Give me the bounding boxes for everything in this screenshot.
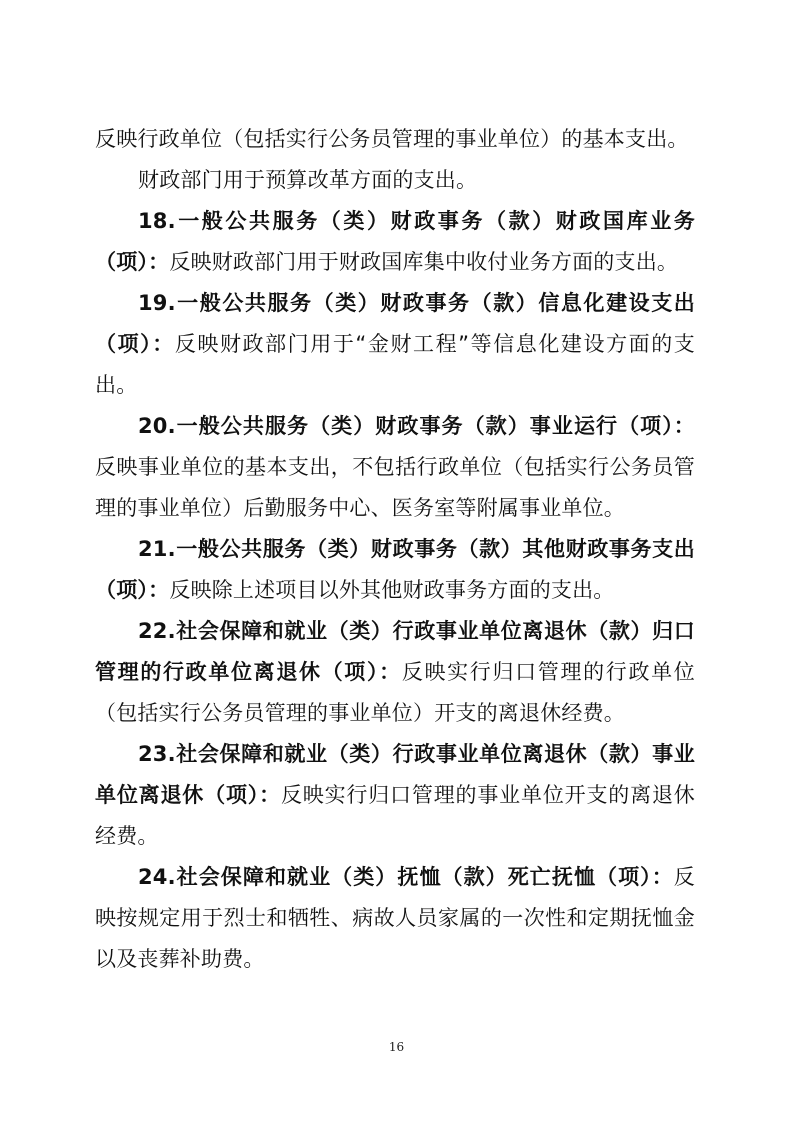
paragraph [95,406,695,529]
item-heading: 18.一般公共服务（类）财政事务（款）财政国库业务（项）： [95,209,695,274]
document-body [95,119,695,980]
paragraph [95,119,695,160]
item-description: 反映行政单位（包括实行公务员管理的事业单位）的基本支出。 [95,127,689,151]
paragraph [95,283,695,406]
item-heading: 22.社会保障和就业（类）行政事业单位离退休（款）归口管理的行政单位离退休（项）： [95,619,695,684]
page-number: 16 [388,1040,405,1054]
paragraph [95,611,695,734]
item-description: 反映实行归口管理的行政单位（包括实行公务员管理的事业单位）开支的离退休经费。 [95,660,695,725]
item-heading: 23.社会保障和就业（类）行政事业单位离退休（款）事业单位离退休（项）： [95,742,695,807]
item-description: 反映实行归口管理的事业单位开支的离退休经费。 [95,783,695,848]
paragraph [95,734,695,857]
item-heading: 21.一般公共服务（类）财政事务（款）其他财政事务支出（项）： [95,537,695,602]
item-description: 反映按规定用于烈士和牺牲、病故人员家属的一次性和定期抚恤金以及丧葬补助费。 [95,865,695,971]
item-description: 反映财政部门用于财政国库集中收付业务方面的支出。 [169,250,679,274]
item-description: 反映事业单位的基本支出，不包括行政单位（包括实行公务员管理的事业单位）后勤服务中心、医务室等附属事业单位。 [95,455,695,520]
paragraph [95,857,695,980]
item-heading: 24.社会保障和就业（类）抚恤（款）死亡抚恤（项）： [138,865,674,889]
item-heading: 19.一般公共服务（类）财政事务（款）信息化建设支出（项）： [95,291,695,356]
item-description: 反映除上述项目以外其他财政事务方面的支出。 [169,578,615,602]
paragraph [95,160,695,201]
item-heading: 20.一般公共服务（类）财政事务（款）事业运行（项）： [138,414,695,438]
paragraph [95,201,695,283]
paragraph [95,529,695,611]
item-description: 财政部门用于预算改革方面的支出。 [138,168,478,192]
item-description: 反映财政部门用于“金财工程”等信息化建设方面的支出。 [95,332,695,397]
